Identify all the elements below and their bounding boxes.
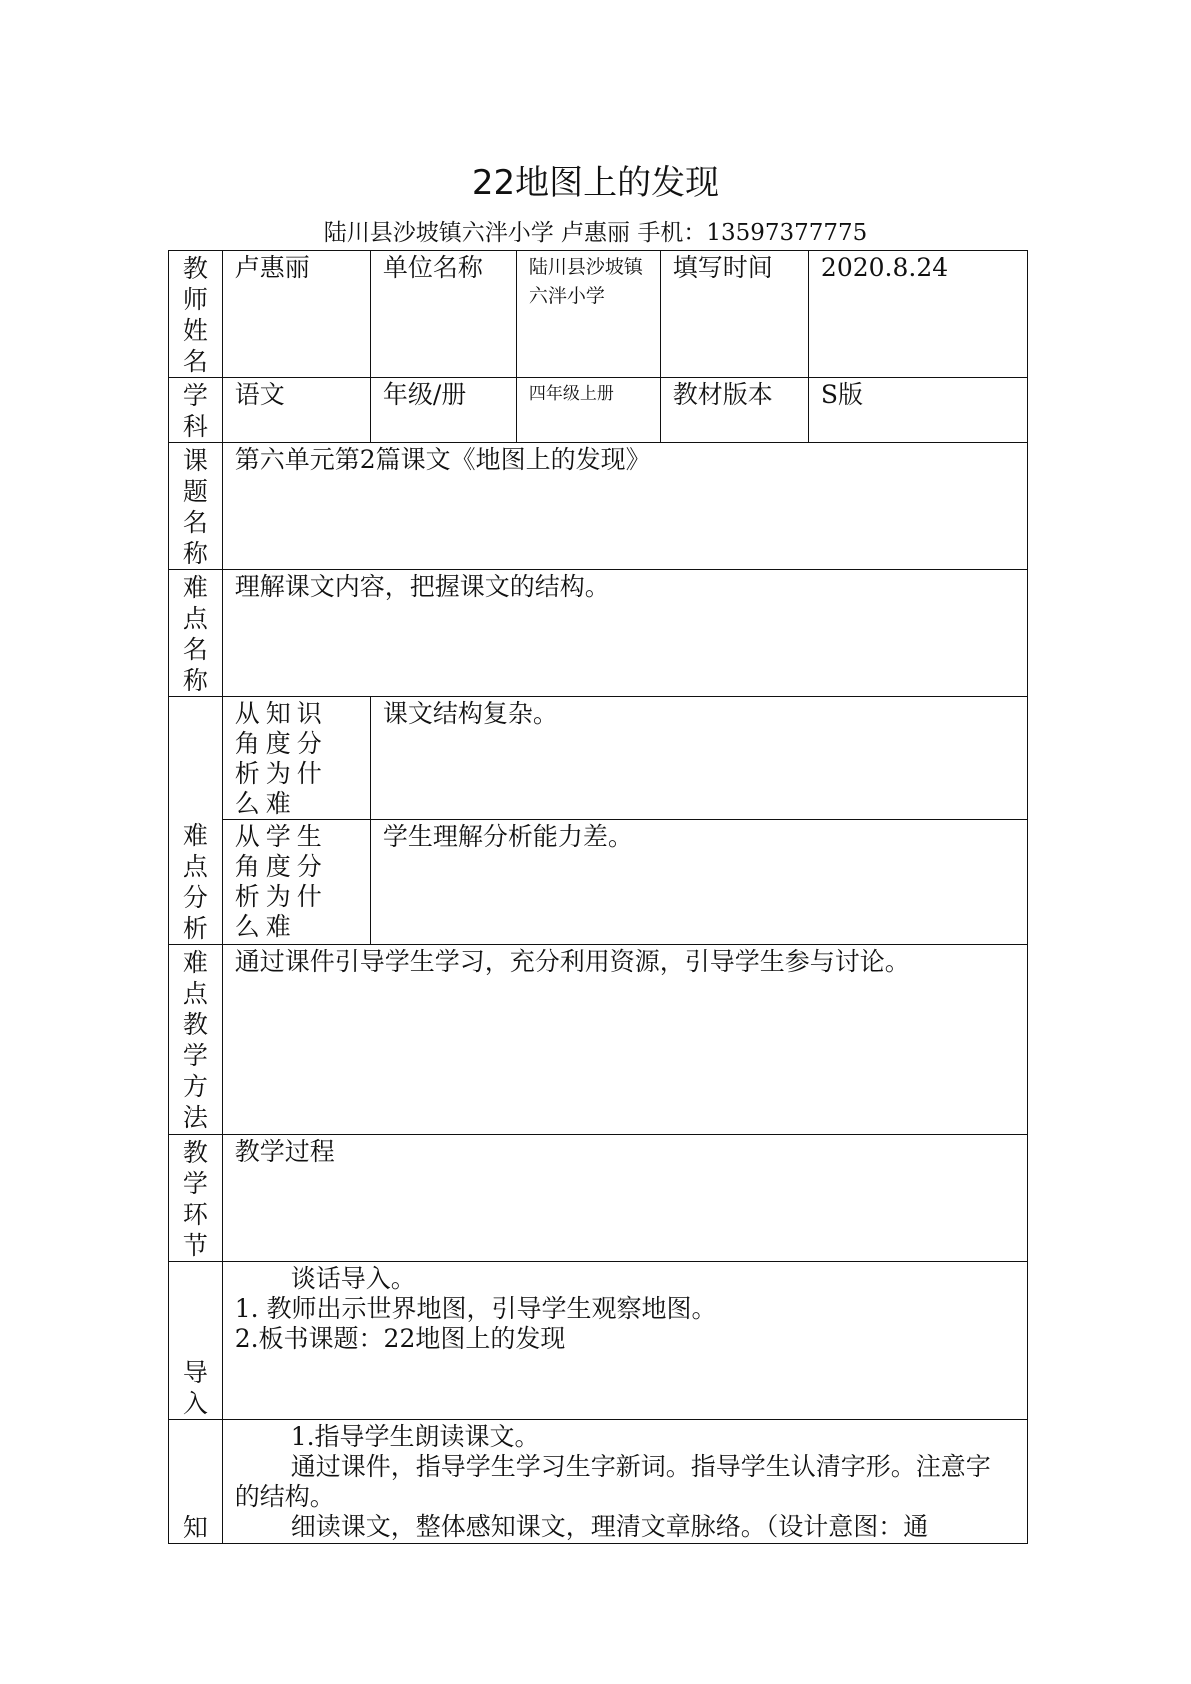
table-row — [169, 570, 1028, 697]
intro-label-cell — [169, 1262, 223, 1420]
student-angle-value: 学生理解分析能力差。 — [370, 820, 1027, 945]
date-label: 填写时间 — [660, 251, 808, 378]
document-title: 22地图上的发现 — [471, 163, 720, 203]
grade-label: 年级/册 — [370, 378, 516, 443]
subject-value: 语文 — [222, 378, 370, 443]
lesson-plan-table — [168, 250, 1028, 1544]
knowledge-angle-label: 从知识角度分析为什么难 — [222, 697, 370, 820]
intro-line: 1. 教师出示世界地图，引导学生观察地图。 — [234, 1294, 717, 1323]
analysis-label-cell — [169, 697, 223, 945]
method-label: 难点教学方法 — [182, 948, 208, 1132]
edition-label: 教材版本 — [660, 378, 808, 443]
unit-value: 陆川县沙坡镇六泮小学 — [516, 251, 660, 378]
knowledge-line: 1.指导学生朗读课文。 — [290, 1422, 540, 1451]
intro-content — [222, 1262, 1027, 1420]
table-row — [169, 697, 1028, 820]
knowledge-label-cell — [169, 1420, 223, 1544]
teacher-name: 卢惠丽 — [222, 251, 370, 378]
knowledge-line: 通过课件，指导学生学习生字新词。指导学生认清字形。注意字的结构。 — [234, 1452, 991, 1511]
method-label-cell — [169, 945, 223, 1135]
table-row — [169, 945, 1028, 1135]
knowledge-line: 细读课文，整体感知课文，理清文章脉络。（设计意图：通 — [290, 1512, 929, 1541]
teacher-label: 教师姓名 — [182, 254, 208, 376]
difficulty-value: 理解课文内容，把握课文的结构。 — [222, 570, 1027, 697]
unit-label: 单位名称 — [370, 251, 516, 378]
difficulty-label-cell — [169, 570, 223, 697]
edition-value: S版 — [808, 378, 1027, 443]
table-row — [169, 443, 1028, 570]
topic-label: 课题名称 — [182, 446, 208, 568]
date-value: 2020.8.24 — [808, 251, 1027, 378]
knowledge-angle-value: 课文结构复杂。 — [370, 697, 1027, 820]
table-row — [169, 378, 1028, 443]
grade-value: 四年级上册 — [516, 378, 660, 443]
analysis-label: 难点分析 — [182, 821, 208, 943]
table-row — [169, 1135, 1028, 1262]
student-angle-label: 从学生角度分析为什么难 — [222, 820, 370, 945]
process-value: 教学过程 — [222, 1135, 1027, 1262]
document-subtitle: 陆川县沙坡镇六泮小学 卢惠丽 手机：13597377775 — [323, 220, 868, 246]
process-label: 教学环节 — [182, 1138, 208, 1260]
teacher-label-cell — [169, 251, 223, 378]
table-row — [169, 820, 1028, 945]
difficulty-label: 难点名称 — [182, 573, 208, 695]
intro-label: 导入 — [182, 1358, 208, 1418]
table-row — [169, 1420, 1028, 1544]
method-value: 通过课件引导学生学习，充分利用资源，引导学生参与讨论。 — [222, 945, 1027, 1135]
topic-value: 第六单元第2篇课文《地图上的发现》 — [222, 443, 1027, 570]
intro-line: 谈话导入。 — [290, 1264, 416, 1293]
subject-label: 学科 — [182, 381, 208, 441]
table-row — [169, 251, 1028, 378]
process-label-cell — [169, 1135, 223, 1262]
subject-label-cell — [169, 378, 223, 443]
table-row — [169, 1262, 1028, 1420]
knowledge-label: 知 — [182, 1513, 208, 1542]
topic-label-cell — [169, 443, 223, 570]
intro-line: 2.板书课题：22地图上的发现 — [234, 1324, 566, 1353]
knowledge-content — [222, 1420, 1027, 1544]
